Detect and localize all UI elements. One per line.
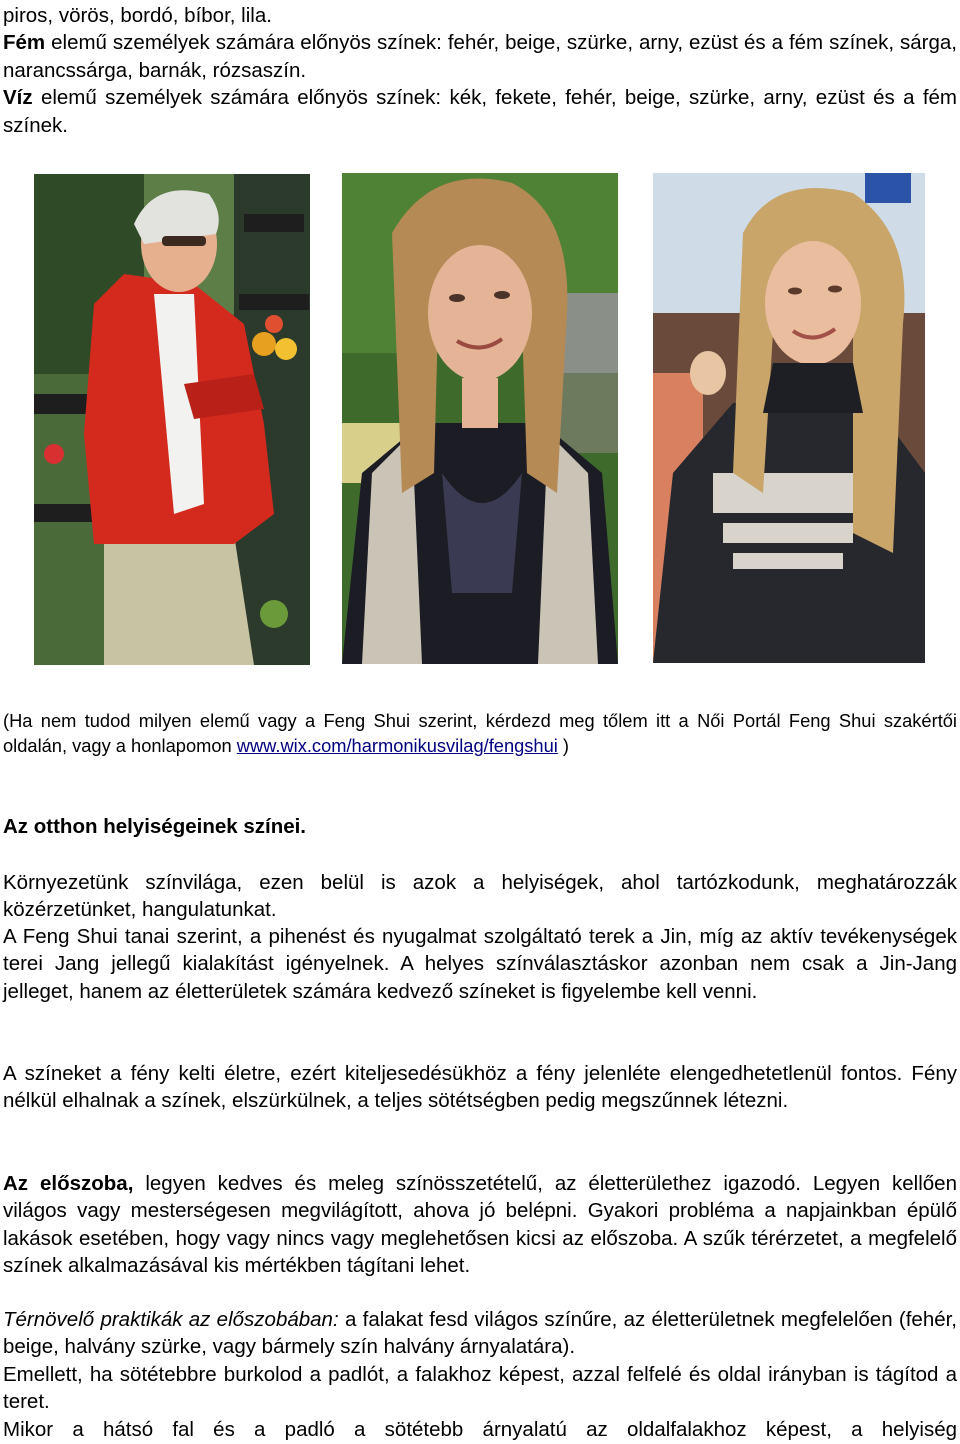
photo-row bbox=[0, 172, 960, 667]
viz-rest: elemű személyek számára előnyös színek: kék, fekete, fehér, beige, szürke, arny, ezüst és a fém színek. bbox=[3, 86, 957, 137]
fem-bold: Fém bbox=[3, 31, 46, 55]
paragraph-back-wall bbox=[3, 1416, 957, 1443]
hallway-rest: legyen kedves és meleg színösszetételű, az életterülethez igazodó. Legyen kellően világos vagy mesterségesen megvilágított, ahova jó belépni. Gyakori probléma a napjainkban épülő lakások esetében, hogy vagy nincs vagy meglehetősen kicsi az előszoba. A szűk térérzetet, a megfelelő színek alkalmazásával kis mértékben tágítani lehet. bbox=[3, 1172, 957, 1278]
paragraph-space-tips bbox=[3, 1306, 957, 1361]
paragraph-text: Környezetünk színvilága, ezen belül is azok a helyiségek, ahol tartózkodunk, meghatározzák közérzetünket, hangulatunkat. bbox=[3, 871, 957, 922]
paragraph-light bbox=[3, 1060, 957, 1115]
text-viz-element bbox=[3, 84, 957, 139]
text-span: piros, vörös, bordó, bíbor, lila. bbox=[3, 4, 272, 27]
hallway-bold: Az előszoba, bbox=[3, 1172, 134, 1195]
photo-man-red-jacket bbox=[34, 174, 310, 665]
paragraph-text bbox=[3, 1170, 957, 1280]
paragraph-floor bbox=[3, 1361, 957, 1416]
text-line-colors bbox=[3, 2, 957, 29]
paragraph-hallway bbox=[3, 1170, 957, 1280]
top-text bbox=[3, 2, 957, 139]
text-fem-element bbox=[3, 29, 957, 84]
element-note bbox=[3, 708, 957, 758]
tips-rest: a falakat fesd világos színűre, az életterületnek megfelelően (fehér, beige, halvány szürke, vagy bármely szín halvány árnyalatára). bbox=[3, 1308, 958, 1359]
fem-rest: elemű személyek számára előnyös színek: fehér, beige, szürke, arny, ezüst és a fém színek, sárga, narancssárga, barnák, rózsaszín. bbox=[3, 31, 957, 82]
paragraph-text: Mikor a hátsó fal és a padló a sötétebb árnyalatú az oldalfalakhoz képest, a helyiség bbox=[3, 1418, 957, 1441]
fengshui-link[interactable]: www.wix.com/harmonikusvilag/fengshui bbox=[236, 735, 558, 756]
note-text-end: ) bbox=[557, 735, 570, 756]
paragraph-text: Emellett, ha sötétebbre burkolod a padlót, a falakhoz képest, azzal felfelé és oldal irányban is tágítod a teret. bbox=[3, 1363, 957, 1414]
paragraph-text: A Feng Shui tanai szerint, a pihenést és nyugalmat szolgáltató terek a Jin, míg az aktív tevékenységek terei Jang jellegű kialakítást igényelnek. A helyes színválasztáskor azonban nem csak a Jin-Jang jelleget, hanem az életterületek számára kedvező színeket is figyelembe kell venni. bbox=[3, 925, 957, 1003]
note-paragraph bbox=[3, 708, 957, 758]
paragraph-text: A színeket a fény kelti életre, ezért kiteljesedésükhöz a fény jelenléte elengedhetetlenül fontos. Fény nélkül elhalnak a színek, elszürkülnek, a teljes sötétségben pedig megszűnnek létezni. bbox=[3, 1062, 957, 1113]
viz-bold: Víz bbox=[3, 86, 33, 110]
photo-woman-sweater bbox=[653, 173, 925, 663]
paragraph-text bbox=[3, 1306, 957, 1361]
tips-italic: Térnövelő praktikák az előszobában: bbox=[3, 1308, 339, 1331]
paragraph-environment bbox=[3, 869, 957, 924]
note-text: (Ha nem tudod milyen elemű vagy a Feng Shui szerint, kérdezd meg tőlem itt a Női Portál Feng Shui szakértői oldalán, vagy a honlapomon bbox=[3, 710, 957, 756]
paragraph-jin-jang bbox=[3, 923, 957, 1005]
section-heading: Az otthon helyiségeinek színei. bbox=[3, 815, 307, 838]
photo-woman-long-hair bbox=[342, 173, 618, 664]
